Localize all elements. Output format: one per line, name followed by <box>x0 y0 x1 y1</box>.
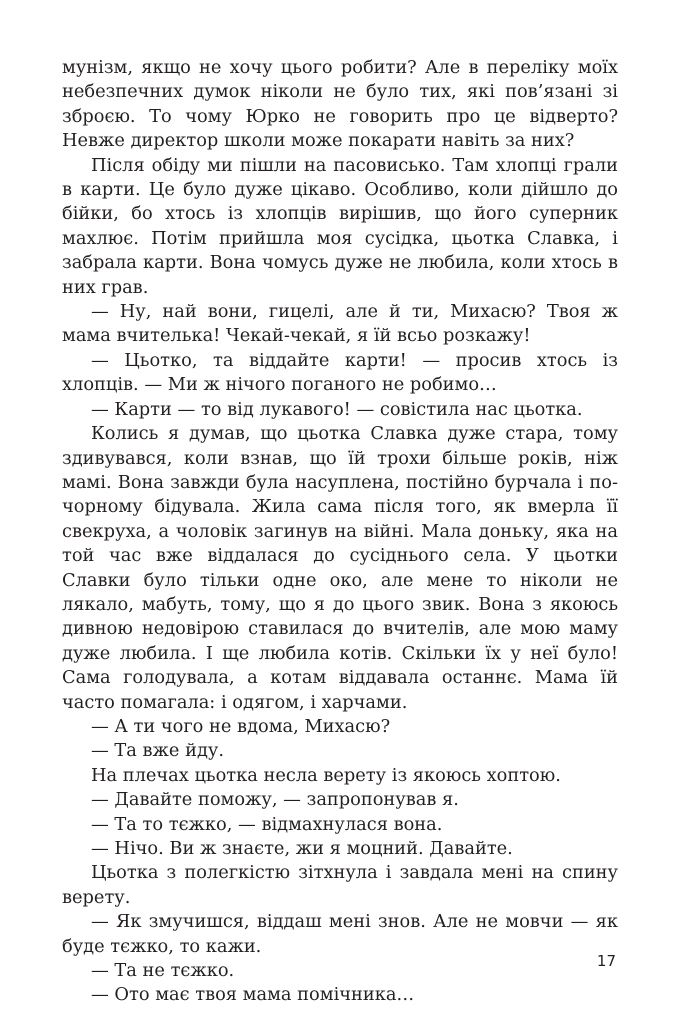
paragraph: На плечах цьотка несла верету із якоюсь хоптою. <box>91 764 561 786</box>
paragraph: — А ти чого не вдома, Михасю? <box>91 715 391 737</box>
paragraph: — Та не тєжко. <box>91 960 235 982</box>
paragraph: Після обіду ми пішли на пасовисько. Там хлопці грали в карти. Це було дуже цікаво. Особливо, коли дійшло до бійки, бо хтось із хлопців вирішив, що його суперник махлює. Потім прийшла моя сусідка, цьотка Славка, і забрала карти. Вона чомусь дуже не любила, коли хтось в них грав. <box>62 154 618 298</box>
paragraph: — Карти — то від лукавого! — совістила нас цьотка. <box>91 398 583 420</box>
paragraph: — Ну, най вони, гицелі, але й ти, Михасю? Твоя ж мама вчителька! Чекай-чекай, я їй всьо розкажу! <box>62 301 618 347</box>
paragraph: — Давайте поможу, — запропонував я. <box>91 789 459 811</box>
page-text-block <box>62 56 618 1008</box>
paragraph: — Ото має твоя мама помічника… <box>91 984 415 1006</box>
paragraph: Колись я думав, що цьотка Славка дуже стара, тому здивувався, коли взнав, що їй трохи більше років, ніж мамі. Вона завжди була насуплена, постійно бурчала і по-чорному бідувала. Жила сама після того, як вмерла її свекруха, а чоловік загинув на війні. Мала доньку, яка на той час вже віддалася до сусіднього села. У цьотки Славки було тільки одне око, але мене то ніколи не лякало, мабуть, тому, що я до цього звик. Вона з якоюсь дивною недовірою ставилася до вчителів, але мою маму дуже любила. І ще любила котів. Скільки їх у неї було! Сама голодувала, а котам віддавала останнє. Мама їй часто помагала: і одягом, і харчами. <box>62 423 618 713</box>
paragraph: мунізм, якщо не хочу цього робити? Але в переліку моїх небезпечних думок ніколи не було тих, які пов’язані зі зброєю. То чому Юрко не говорить про це відверто? Невже директор школи може покарати навіть за них? <box>62 57 618 152</box>
page-number: 17 <box>596 952 616 970</box>
paragraph: — Нічо. Ви ж знаєте, жи я моцний. Давайте. <box>91 838 513 859</box>
paragraph: — Цьотко, та віддайте карти! — просив хтось із хлопців. — Ми ж нічого поганого не робимо… <box>62 349 618 396</box>
paragraph: — Та вже йду. <box>91 740 225 762</box>
paragraph: — Та то тєжко, — відмахнулася вона. <box>91 813 443 835</box>
paragraph: Цьотка з полегкістю зітхнула і завдала мені на спину верету. <box>62 862 618 908</box>
paragraph: — Як змучишся, віддаш мені знов. Але не мовчи — як буде тєжко, то кажи. <box>62 911 618 957</box>
